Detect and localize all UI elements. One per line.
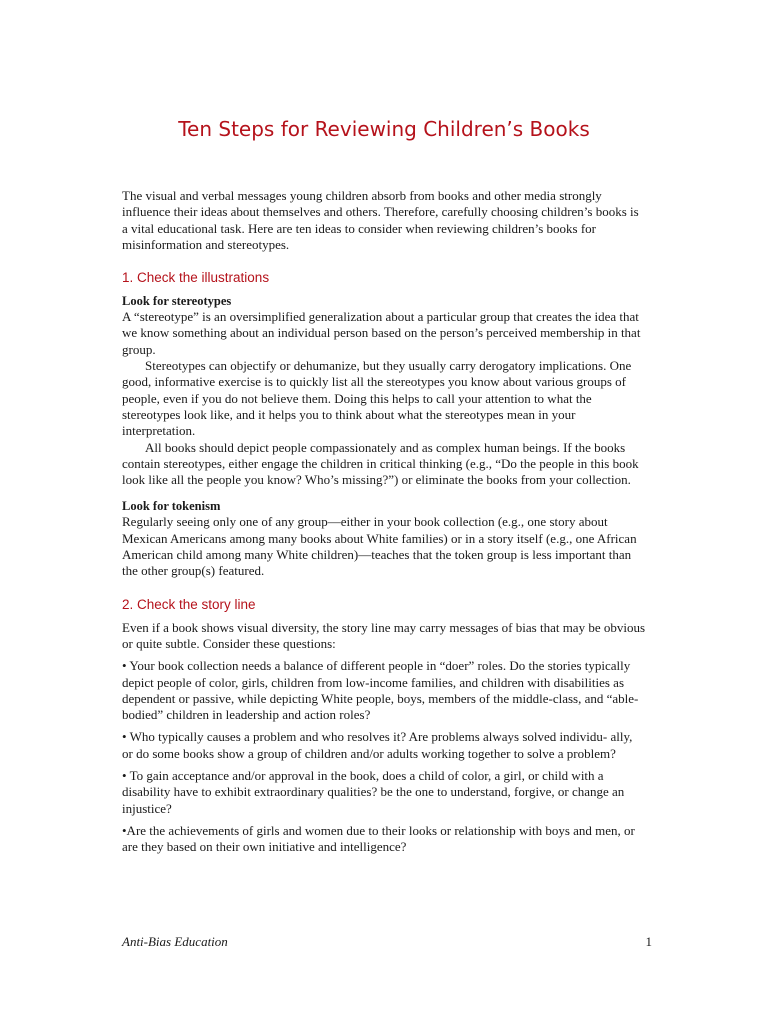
document-body [122, 188, 646, 862]
list-item: • Your book collection needs a balance of different people in “doer” roles. Do the stories typically depict people of color, girls, children from low-income families, and children with disabilities as dependent or passive, while depicting White people, boys, members of the middle-class, and “able-bodied” children in leadership and action roles? [122, 658, 639, 723]
page-title: Ten Steps for Reviewing Children’s Books [178, 117, 590, 141]
subheading-tokenism: Look for tokenism [122, 499, 221, 514]
tokenism-paragraph: Regularly seeing only one of any group—either in your book collection (e.g., one story about Mexican Americans among many books about White families) or in a story itself (e.g., one African American child among many White children)—teaches that the token group is less important than the other group(s) featured. [122, 514, 637, 579]
subheading-stereotypes: Look for stereotypes [122, 294, 232, 309]
stereotypes-paragraph-3: All books should depict people compassionately and as complex human beings. If the books contain stereotypes, either engage the children in critical thinking (e.g., “Do the people in this book look like all the people you know? Who’s missing?”) or eliminate the books from your collection. [122, 439, 639, 488]
page-number: 1 [645, 934, 652, 949]
footer-source: Anti-Bias Education [122, 934, 228, 949]
section-1-heading: 1. Check the illustrations [122, 270, 270, 286]
list-item: • To gain acceptance and/or approval in the book, does a child of color, a girl, or child with a disability have to exhibit extraordinary qualities? be the one to understand, forgive, or change an injustice? [122, 768, 625, 816]
stereotypes-paragraph-1: A “stereotype” is an oversimplified generalization about a particular group that creates the idea that we know something about an individual person based on the person’s perceived membership in that group. [122, 309, 641, 357]
list-item: •Are the achievements of girls and women due to their looks or relationship with boys and men, or are they based on their own initiative and intelligence? [122, 822, 635, 855]
section-2-heading: 2. Check the story line [122, 596, 256, 612]
stereotypes-paragraph-2: Stereotypes can objectify or dehumanize, but they usually carry derogatory implications. One good, informative exercise is to quickly list all the stereotypes you know about various groups of people, even if you do not believe them. Doing this helps to call your attention to what the stereotypes look like, and it helps you to think about what the stereotypes mean in your interpretation. [122, 358, 632, 439]
list-item: • Who typically causes a problem and who resolves it? Are problems always solved individu- ally, or do some books show a group of children and/or adults working together to solve a problem? [122, 729, 633, 761]
story-line-intro: Even if a book shows visual diversity, the story line may carry messages of bias that may be obvious or quite subtle. Consider these questions: [122, 619, 646, 651]
intro-paragraph: The visual and verbal messages young children absorb from books and other media strongly influence their ideas about themselves and others. Therefore, carefully choosing children’s books is a vital educational task. Here are ten ideas to consider when reviewing children’s books for misinformation and stereotypes. [122, 188, 639, 252]
